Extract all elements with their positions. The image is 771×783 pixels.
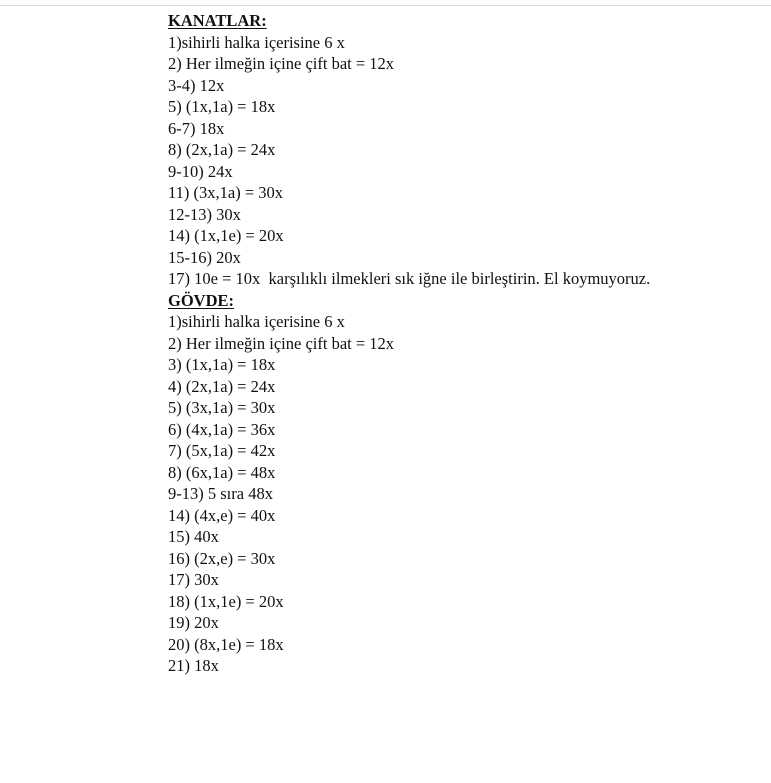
pattern-row: 20) (8x,1e) = 18x	[168, 634, 284, 654]
pattern-row: 1)sihirli halka içerisine 6 x	[168, 312, 345, 331]
pattern-row: 12-13) 30x	[168, 204, 241, 224]
pattern-row: 5) (1x,1a) = 18x	[168, 97, 276, 116]
pattern-row: 17) 10e = 10x karşılıklı ilmekleri sık iğne ile birleştirin. El koymuyoruz.	[168, 269, 651, 288]
pattern-row: 14) (4x,e) = 40x	[168, 505, 276, 525]
section-kanatlar	[168, 10, 758, 290]
section-govde	[168, 290, 758, 677]
pattern-text	[168, 10, 758, 677]
pattern-row: 17) 30x	[168, 570, 219, 589]
section-heading: GÖVDE:	[168, 290, 234, 310]
pattern-row: 5) (3x,1a) = 30x	[168, 398, 276, 417]
pattern-row: 11) (3x,1a) = 30x	[168, 183, 284, 202]
pattern-row: 1)sihirli halka içerisine 6 x	[168, 32, 345, 52]
pattern-row: 15-16) 20x	[168, 247, 241, 267]
section-heading: KANATLAR:	[168, 11, 267, 30]
pattern-row: 2) Her ilmeğin içine çift bat = 12x	[168, 333, 395, 353]
pattern-row: 9-13) 5 sıra 48x	[168, 484, 273, 503]
top-divider	[0, 5, 771, 6]
pattern-row: 6-7) 18x	[168, 118, 225, 138]
pattern-row: 7) (5x,1a) = 42x	[168, 441, 276, 460]
pattern-row: 19) 20x	[168, 613, 219, 632]
pattern-row: 9-10) 24x	[168, 161, 233, 181]
pattern-row: 3-4) 12x	[168, 75, 225, 95]
pattern-row: 6) (4x,1a) = 36x	[168, 419, 276, 439]
pattern-row: 15) 40x	[168, 527, 219, 546]
pattern-row: 4) (2x,1a) = 24x	[168, 376, 276, 396]
pattern-row: 3) (1x,1a) = 18x	[168, 355, 276, 374]
pattern-row: 2) Her ilmeğin içine çift bat = 12x	[168, 54, 395, 73]
pattern-row: 18) (1x,1e) = 20x	[168, 591, 284, 611]
pattern-row: 8) (2x,1a) = 24x	[168, 140, 276, 159]
pattern-row: 14) (1x,1e) = 20x	[168, 226, 284, 245]
pattern-row: 16) (2x,e) = 30x	[168, 548, 276, 568]
pattern-row: 21) 18x	[168, 656, 219, 675]
pattern-row: 8) (6x,1a) = 48x	[168, 462, 276, 482]
